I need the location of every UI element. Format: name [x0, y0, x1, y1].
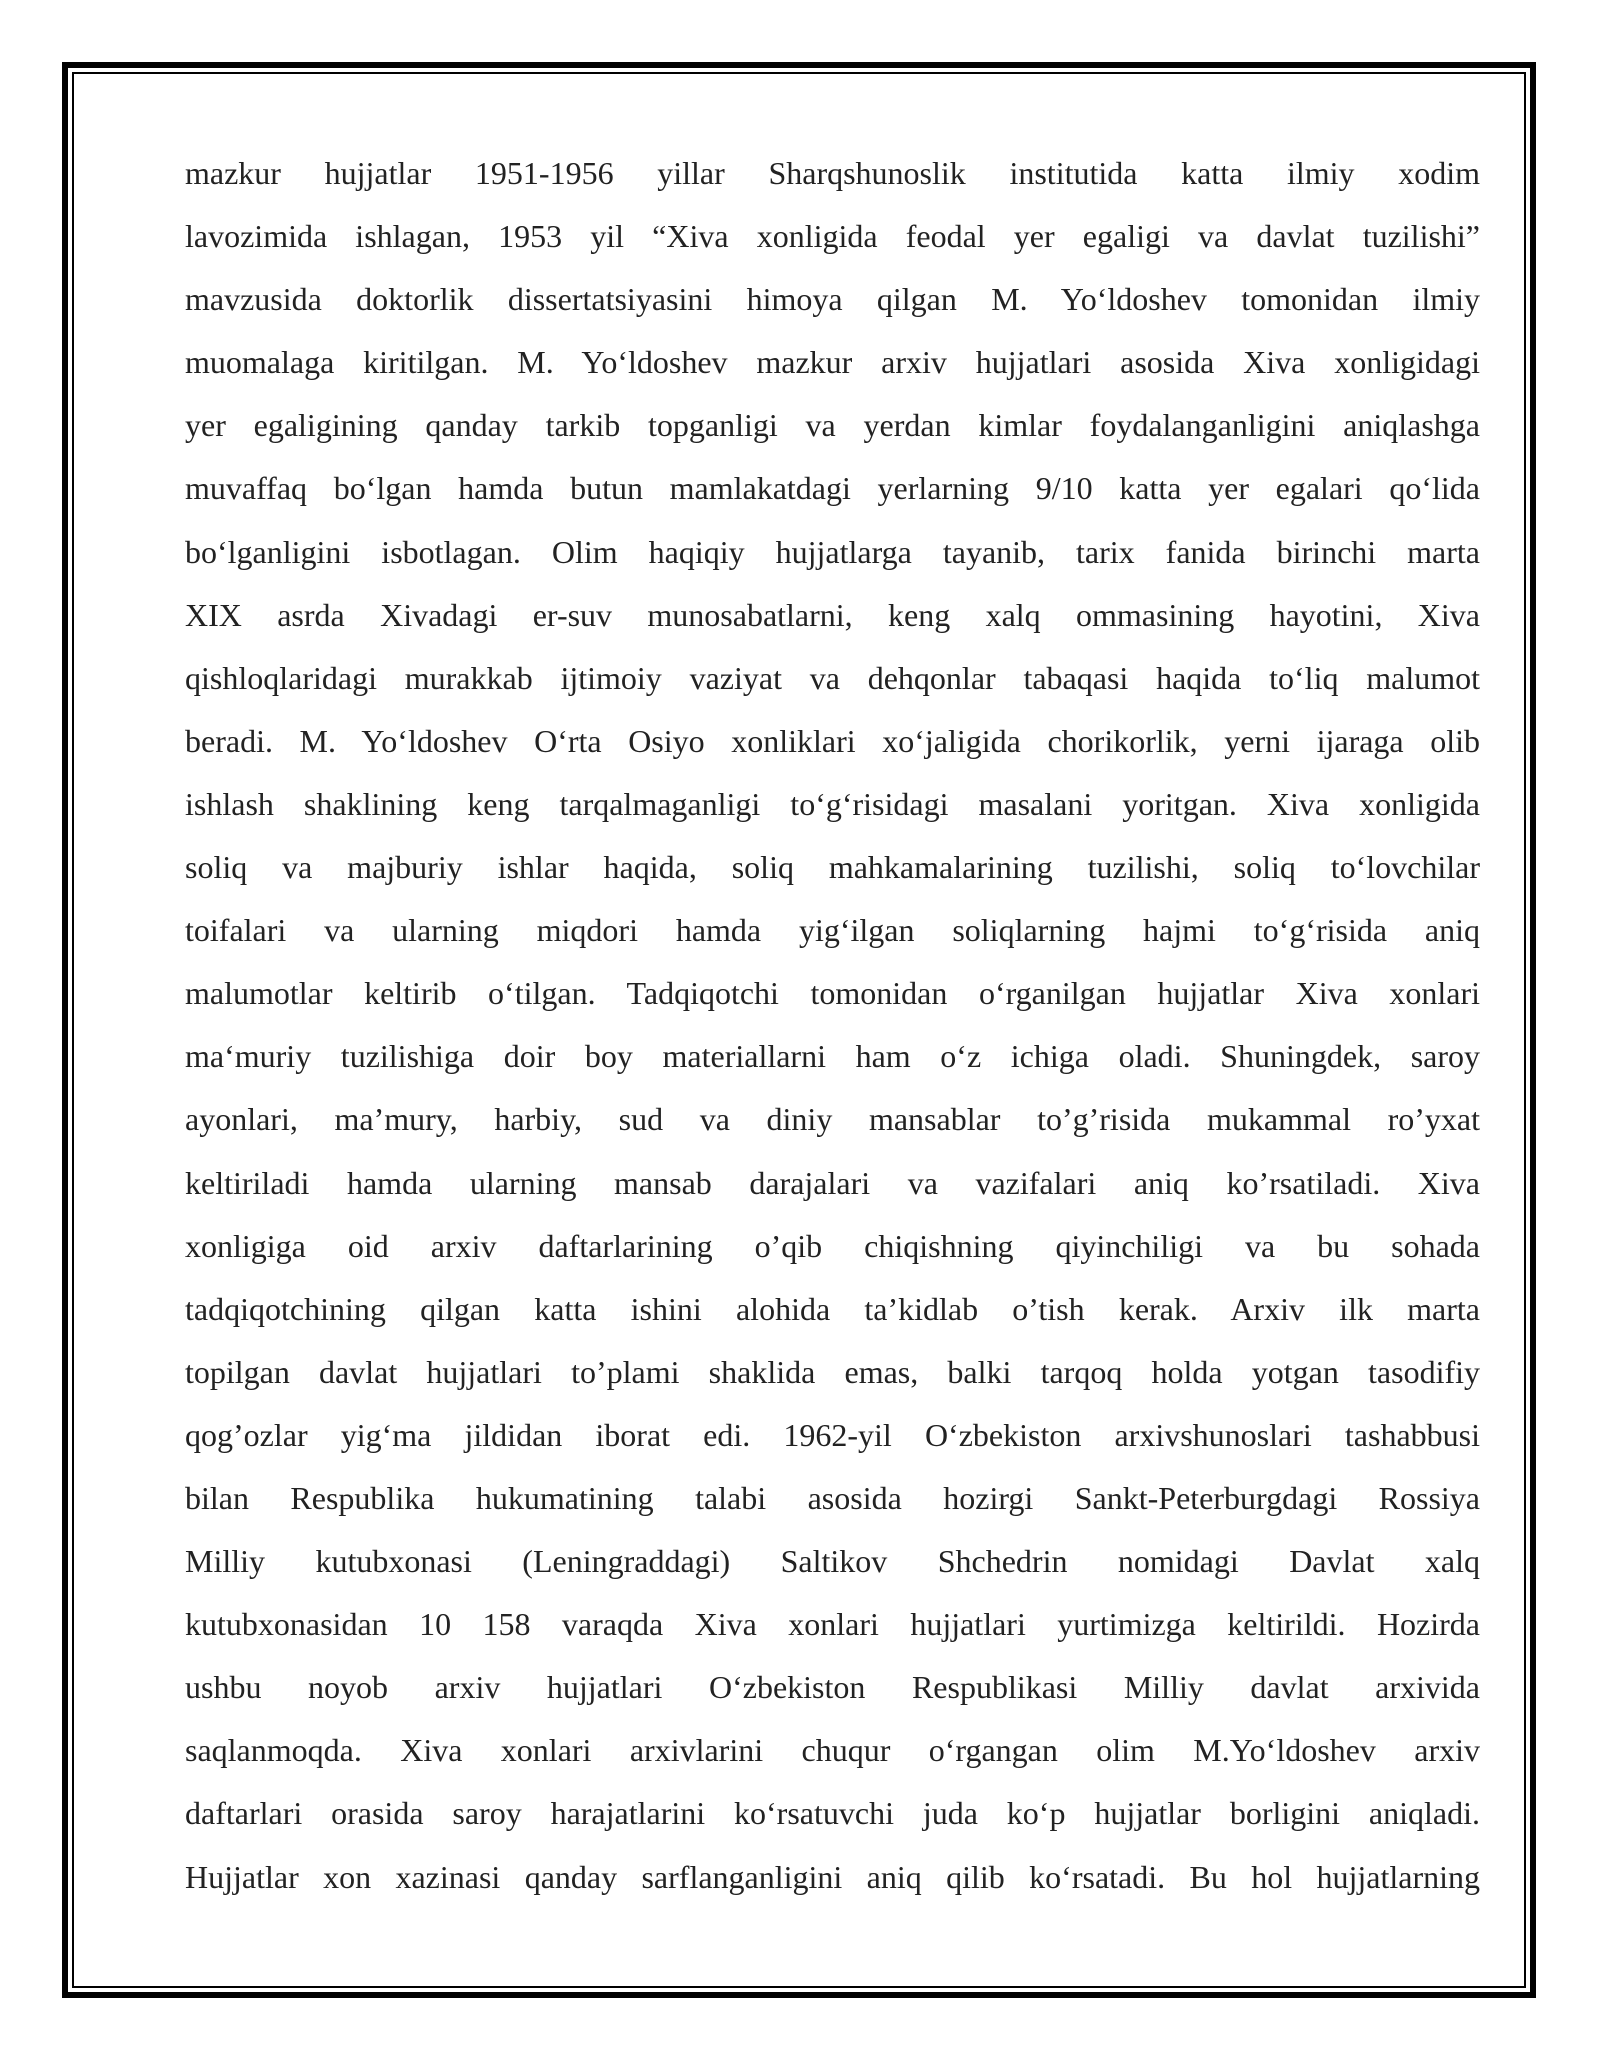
text-line: mavzusida doktorlik dissertatsiyasini himoya qilgan M. Yo‘ldoshev tomonidan ilmiy — [185, 281, 1480, 318]
text-line: muvaffaq bo‘lgan hamda butun mamlakatdagi yerlarning 9/10 katta yer egalari qo‘lida — [185, 470, 1480, 507]
text-line: mazkur hujjatlar 1951-1956 yillar Sharqshunoslik institutida katta ilmiy xodim — [185, 155, 1480, 191]
text-line: malumotlar keltirib o‘tilgan. Tadqiqotchi tomonidan o‘rganilgan hujjatlar Xiva xonlari — [185, 975, 1480, 1012]
text-line: ishlash shaklining keng tarqalmaganligi to‘g‘risidagi masalani yoritgan. Xiva xonligida — [185, 785, 1480, 822]
text-line: bo‘lganligini isbotlagan. Olim haqiqiy hujjatlarga tayanib, tarix fanida birinchi marta — [185, 533, 1480, 570]
body-text — [185, 142, 1480, 1909]
text-line: beradi. M. Yo‘ldoshev O‘rta Osiyo xonliklari xo‘jaligida chorikorlik, yerni ijaraga olib — [185, 722, 1480, 759]
text-line: toifalari va ularning miqdori hamda yig‘ilgan soliqlarning hajmi to‘g‘risida aniq — [185, 912, 1480, 949]
text-line: xonligiga oid arxiv daftarlarining o’qib chiqishning qiyinchiligi va bu sohada — [185, 1227, 1480, 1264]
text-line: keltiriladi hamda ularning mansab darajalari va vazifalari aniq ko’rsatiladi. Xiva — [185, 1164, 1480, 1201]
text-line: topilgan davlat hujjatlari to’plami shaklida emas, balki tarqoq holda yotgan tasodifiy — [185, 1353, 1480, 1390]
text-line: soliq va majburiy ishlar haqida, soliq mahkamalarining tuzilishi, soliq to‘lovchilar — [185, 849, 1480, 886]
text-line: ma‘muriy tuzilishiga doir boy materiallarni ham o‘z ichiga oladi. Shuningdek, saroy — [185, 1038, 1480, 1075]
text-line: bilan Respublika hukumatining talabi asosida hozirgi Sankt-Peterburgdagi Rossiya — [185, 1479, 1480, 1516]
text-line: daftarlari orasida saroy harajatlarini ko‘rsatuvchi juda ko‘p hujjatlar borligini aniqladi. — [185, 1795, 1480, 1832]
text-line: yer egaligining qanday tarkib topganligi va yerdan kimlar foydalanganligini aniqlashga — [185, 407, 1480, 444]
text-line: ayonlari, ma’mury, harbiy, sud va diniy mansablar to’g’risida mukammal ro’yxat — [185, 1101, 1480, 1138]
text-line: saqlanmoqda. Xiva xonlari arxivlarini chuqur o‘rgangan olim M.Yo‘ldoshev arxiv — [185, 1732, 1480, 1769]
text-line: lavozimida ishlagan, 1953 yil “Xiva xonligida feodal yer egaligi va davlat tuzilishi” — [185, 218, 1480, 255]
text-line: kutubxonasidan 10 158 varaqda Xiva xonlari hujjatlari yurtimizga keltirildi. Hozirda — [185, 1606, 1480, 1643]
text-line: tadqiqotchining qilgan katta ishini alohida ta’kidlab o’tish kerak. Arxiv ilk marta — [185, 1290, 1480, 1327]
text-line: qog’ozlar yig‘ma jildidan iborat edi. 1962-yil O‘zbekiston arxivshunoslari tashabbusi — [185, 1416, 1480, 1453]
text-line: ushbu noyob arxiv hujjatlari O‘zbekiston Respublikasi Milliy davlat arxivida — [185, 1669, 1480, 1706]
text-line: qishloqlaridagi murakkab ijtimoiy vaziyat va dehqonlar tabaqasi haqida to‘liq malumot — [185, 659, 1480, 696]
text-line: muomalaga kiritilgan. M. Yo‘ldoshev mazkur arxiv hujjatlari asosida Xiva xonligidagi — [185, 344, 1480, 381]
text-line: XIX asrda Xivadagi er-suv munosabatlarni, keng xalq ommasining hayotini, Xiva — [185, 596, 1480, 633]
text-line: Milliy kutubxonasi (Leningraddagi) Saltikov Shchedrin nomidagi Davlat xalq — [185, 1543, 1480, 1580]
text-line: Hujjatlar xon xazinasi qanday sarflanganligini aniq qilib ko‘rsatadi. Bu hol hujjatlarning — [185, 1858, 1480, 1895]
